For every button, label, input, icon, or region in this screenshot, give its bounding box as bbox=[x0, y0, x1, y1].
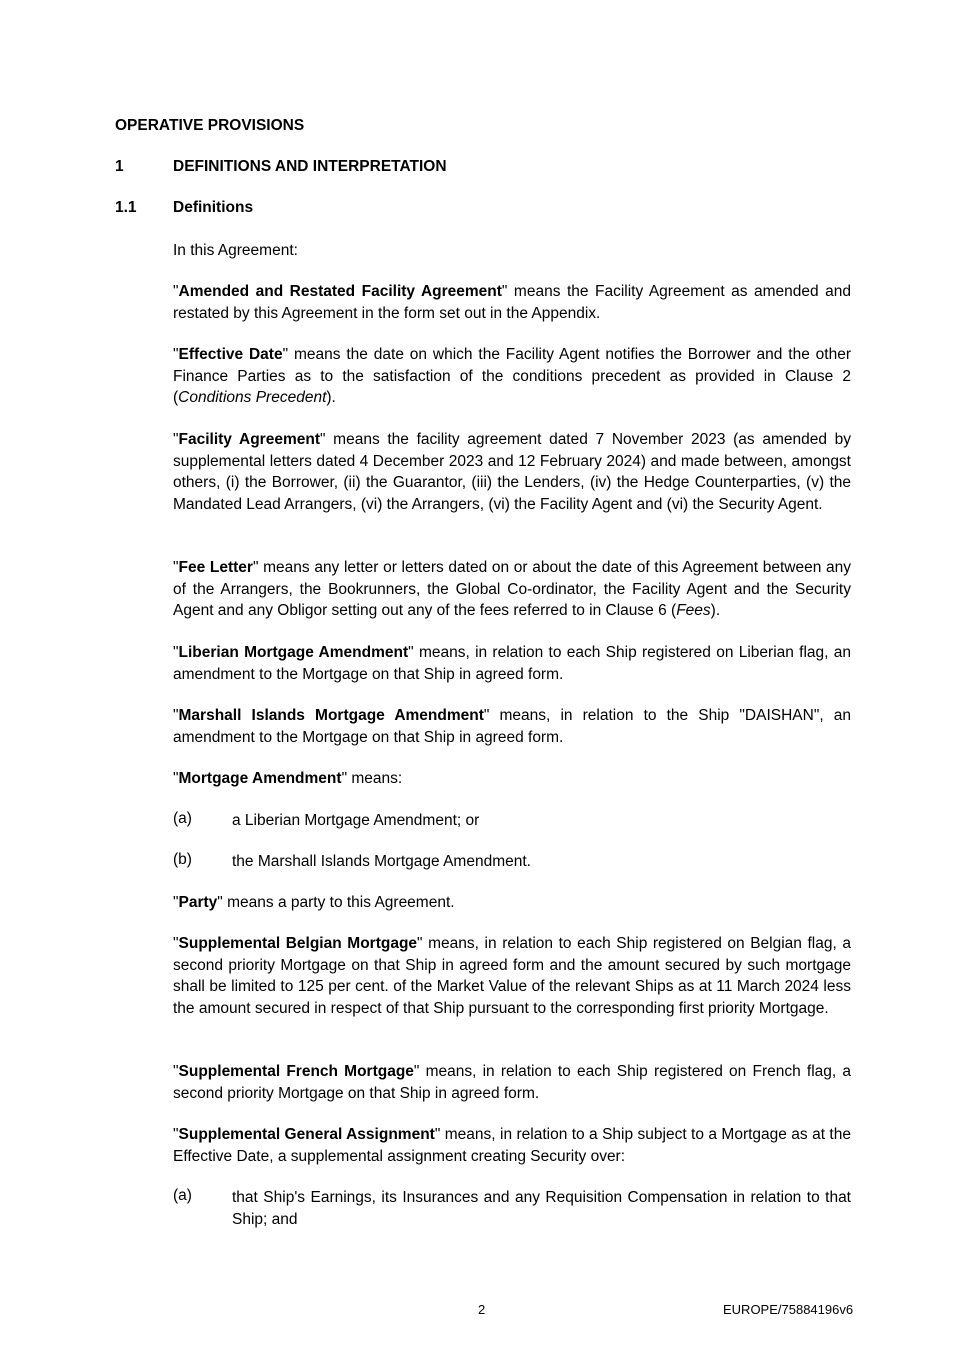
definition-text: means, in relation to the Ship "DAISHAN", an amendment to the Mortgage on that Ship in agreed form. bbox=[173, 707, 851, 746]
list-item-label: (b) bbox=[173, 851, 192, 868]
page-number: 2 bbox=[478, 1302, 486, 1317]
section-title: DEFINITIONS AND INTERPRETATION bbox=[173, 158, 447, 175]
list-item-label: (a) bbox=[173, 1187, 192, 1204]
definition-text: means, in relation to each Ship registered on French flag, a second priority Mortgage on that Ship in agreed form. bbox=[173, 1063, 851, 1102]
clause-reference: Fees bbox=[676, 602, 711, 620]
definition-text: means, in relation to each Ship registered on Belgian flag, a second priority Mortgage on that Ship in agreed form and the amount secured by such mortgage shall be limited to 125 per cent. of the Market Value of the relevant Ships as at 11 March 2024 less the amount secured in respect of that Ship pursuant to the corresponding first priority Mortgage. bbox=[173, 935, 852, 1018]
definition-liberian-mortgage-amendment: "Liberian Mortgage Amendment" means, in relation to each Ship registered on Liberian flag, an amendment to the Mortgage on that Ship in agreed form. bbox=[173, 644, 851, 683]
definition-facility-agreement: "Facility Agreement" means the facility agreement dated 7 November 2023 (as amended by supplemental letters dated 4 December 2023 and 12 February 2024) and made between, amongst others, (i) the Borrower, (ii) the Guarantor, (iii) the Lenders, (iv) the Hedge Counterparties, (v) the Mandated Lead Arrangers, (vi) the Arrangers, (vi) the Facility Agent and (vi) the Security Agent. bbox=[173, 431, 851, 514]
definition-term: Effective Date bbox=[178, 346, 283, 363]
definition-term: Amended and Restated Facility Agreement bbox=[178, 283, 502, 300]
list-item-text: that Ship's Earnings, its Insurances and any Requisition Compensation in relation to that Ship; and bbox=[232, 1189, 851, 1228]
definition-supplemental-general-assignment: "Supplemental General Assignment" means, in relation to a Ship subject to a Mortgage as at the Effective Date, a supplemental assignment creating Security over: bbox=[173, 1126, 851, 1165]
definition-term: Supplemental General Assignment bbox=[178, 1126, 435, 1143]
definition-term: Supplemental French Mortgage bbox=[178, 1063, 414, 1080]
definition-party: "Party" means a party to this Agreement. bbox=[173, 894, 455, 911]
subsection-title: Definitions bbox=[173, 199, 254, 216]
definition-text: means a party to this Agreement. bbox=[222, 894, 455, 911]
operative-provisions-heading: OPERATIVE PROVISIONS bbox=[115, 117, 305, 134]
definition-mortgage-amendment: "Mortgage Amendment" means: bbox=[173, 770, 403, 787]
definition-term: Mortgage Amendment bbox=[178, 770, 342, 787]
definition-fee-letter: "Fee Letter" means any letter or letters dated on or about the date of this Agreement between any of the Arrangers, the Bookrunners, the Global Co-ordinator, the Facility Agent and the Security Agent and any Obligor setting out any of the fees referred to in Clause 6 (Fees). bbox=[173, 559, 851, 620]
subsection-number: 1.1 bbox=[115, 199, 137, 216]
definition-term: Supplemental Belgian Mortgage bbox=[178, 935, 418, 952]
definition-text: means the facility agreement dated 7 November 2023 (as amended by supplemental letters dated 4 December 2023 and 12 February 2024) and made between, amongst others, (i) the Borrower, (ii) the Guarantor, (iii) the Lenders, (iv) the Hedge Counterparties, (v) the Mandated Lead Arrangers, (vi) the Arrangers, (vi) the Facility Agent and (vi) the Security Agent. bbox=[173, 431, 851, 514]
definition-text: means the Facility Agreement as amended and restated by this Agreement in the form set out in the Appendix. bbox=[173, 283, 851, 322]
definition-text-after: ). bbox=[326, 389, 336, 407]
definition-term: Party bbox=[178, 894, 218, 911]
definition-text: means, in relation to each Ship registered on Liberian flag, an amendment to the Mortgage on that Ship in agreed form. bbox=[173, 644, 851, 683]
definition-text: means: bbox=[347, 770, 403, 787]
definition-term: Liberian Mortgage Amendment bbox=[178, 644, 409, 661]
list-item-text: a Liberian Mortgage Amendment; or bbox=[232, 812, 480, 829]
definition-text: means, in relation to a Ship subject to a Mortgage as at the Effective Date, a supplemental assignment creating Security over: bbox=[173, 1126, 851, 1165]
intro-text: In this Agreement: bbox=[173, 242, 298, 259]
definition-supplemental-french-mortgage: "Supplemental French Mortgage" means, in relation to each Ship registered on French flag, a second priority Mortgage on that Ship in agreed form. bbox=[173, 1063, 851, 1102]
definition-supplemental-belgian-mortgage: "Supplemental Belgian Mortgage" means, in relation to each Ship registered on Belgian flag, a second priority Mortgage on that Ship in agreed form and the amount secured by such mortgage shall be limited to 125 per cent. of the Market Value of the relevant Ships as at 11 March 2024 less the amount secured in respect of that Ship pursuant to the corresponding first priority Mortgage. bbox=[173, 935, 852, 1018]
list-item-label: (a) bbox=[173, 810, 192, 827]
definition-term: Marshall Islands Mortgage Amendment bbox=[178, 707, 484, 724]
section-number: 1 bbox=[115, 158, 124, 175]
definition-text-after: ). bbox=[710, 602, 721, 620]
definition-term: Fee Letter bbox=[178, 559, 253, 576]
definition-term: Facility Agreement bbox=[178, 431, 320, 448]
definition-marshall-islands-mortgage-amendment: "Marshall Islands Mortgage Amendment" means, in relation to the Ship "DAISHAN", an amendment to the Mortgage on that Ship in agreed form. bbox=[173, 707, 851, 746]
definition-text: means any letter or letters dated on or about the date of this Agreement between any of the Arrangers, the Bookrunners, the Global Co-ordinator, the Facility Agent and the Security Agent and any Obligor setting out any of the fees referred to in Clause 6 ( bbox=[173, 559, 851, 620]
definition-text: means the date on which the Facility Agent notifies the Borrower and the other Finance Parties as to the satisfaction of the conditions precedent as provided in Clause 2 ( bbox=[173, 346, 852, 407]
clause-reference: Conditions Precedent bbox=[178, 389, 327, 407]
definition-effective-date: "Effective Date" means the date on which the Facility Agent notifies the Borrower and the other Finance Parties as to the satisfaction of the conditions precedent as provided in Clause 2 (Conditions Precedent). bbox=[173, 346, 852, 407]
list-item-text: the Marshall Islands Mortgage Amendment. bbox=[232, 853, 531, 870]
definition-amended-restated-facility-agreement: "Amended and Restated Facility Agreement" means the Facility Agreement as amended and restated by this Agreement in the form set out in the Appendix. bbox=[173, 283, 851, 322]
document-reference: EUROPE/75884196v6 bbox=[723, 1302, 854, 1317]
